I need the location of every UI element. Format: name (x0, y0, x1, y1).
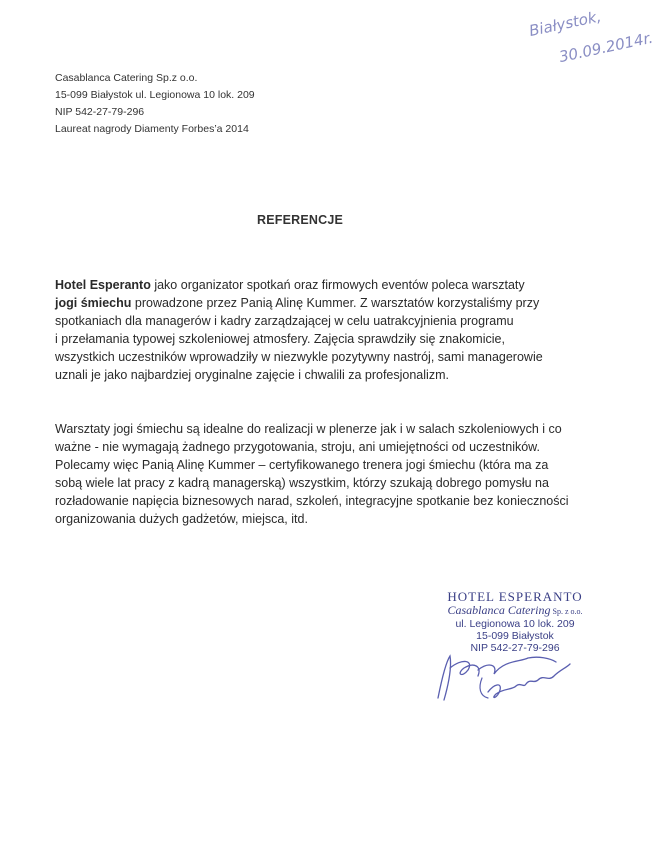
hotel-name: Hotel Esperanto (55, 278, 151, 292)
paragraph-line: sobą wiele lat pracy z kadrą managerską) wszystkim, którzy szukają dobrego pomysłu na (55, 476, 549, 490)
paragraph-line: ważne - nie wymagają żadnego przygotowania, stroju, ani umiejętności od uczestników. (55, 440, 540, 454)
sender-company: Casablanca Catering Sp.z o.o. (55, 72, 198, 84)
handwritten-date: 30.09.2014r. (557, 28, 655, 67)
paragraph-line: Polecamy więc Panią Alinę Kummer – certyfikowanego trenera jogi śmiechu (która ma za (55, 458, 549, 472)
paragraph-line: jogi śmiechu prowadzone przez Panią Alinę Kummer. Z warsztatów korzystaliśmy przy (55, 296, 540, 310)
stamp-city: 15-099 Białystok (476, 630, 554, 642)
handwritten-signature (428, 648, 588, 708)
paragraph-line: organizowania dużych gadżetów, miejsca, itd. (55, 512, 308, 526)
paragraph-1 (55, 276, 615, 384)
handwritten-place-date (527, 7, 662, 82)
paragraph-2 (55, 420, 615, 528)
paragraph-line: wszystkich uczestników wprowadziły w niezwykle pozytywny nastrój, sami managerowie (55, 350, 543, 364)
sender-nip: NIP 542-27-79-296 (55, 106, 145, 118)
workshop-name: jogi śmiechu (55, 296, 132, 310)
stamp-company: Casablanca Catering Sp. z o.o. (447, 603, 583, 617)
paragraph-line: rozładowanie napięcia biznesowych narad, szkoleń, integracyjne spotkanie bez konieczności (55, 494, 569, 508)
handwritten-place: Białystok, (527, 7, 603, 41)
sender-address: 15-099 Białystok ul. Legionowa 10 lok. 209 (55, 89, 255, 101)
stamp-nip: NIP 542-27-79-296 (470, 642, 560, 654)
stamp-address: ul. Legionowa 10 lok. 209 (455, 618, 575, 630)
paragraph-line: uznali je jako najbardziej oryginalne zajęcie i chwalili za profesjonalizm. (55, 368, 449, 382)
paragraph-line: Hotel Esperanto jako organizator spotkań oraz firmowych eventów poleca warsztaty (55, 278, 525, 292)
paragraph-line: i przełamania typowej szkoleniowej atmosfery. Zajęcia sprawdziły się znakomicie, (55, 332, 505, 346)
paragraph-line: Warsztaty jogi śmiechu są idealne do realizacji w plenerze jak i w salach szkoleniowych i co (55, 422, 562, 436)
document-title: REFERENCJE (256, 213, 344, 227)
paragraph-line: spotkaniach dla managerów i kadry zarządzającej w celu uatrakcyjnienia programu (55, 314, 514, 328)
company-stamp (430, 590, 600, 654)
stamp-hotel-name: HOTEL ESPERANTO (447, 589, 583, 604)
sender-address-block (55, 70, 255, 138)
sender-award: Laureat nagrody Diamenty Forbes’a 2014 (55, 123, 249, 135)
